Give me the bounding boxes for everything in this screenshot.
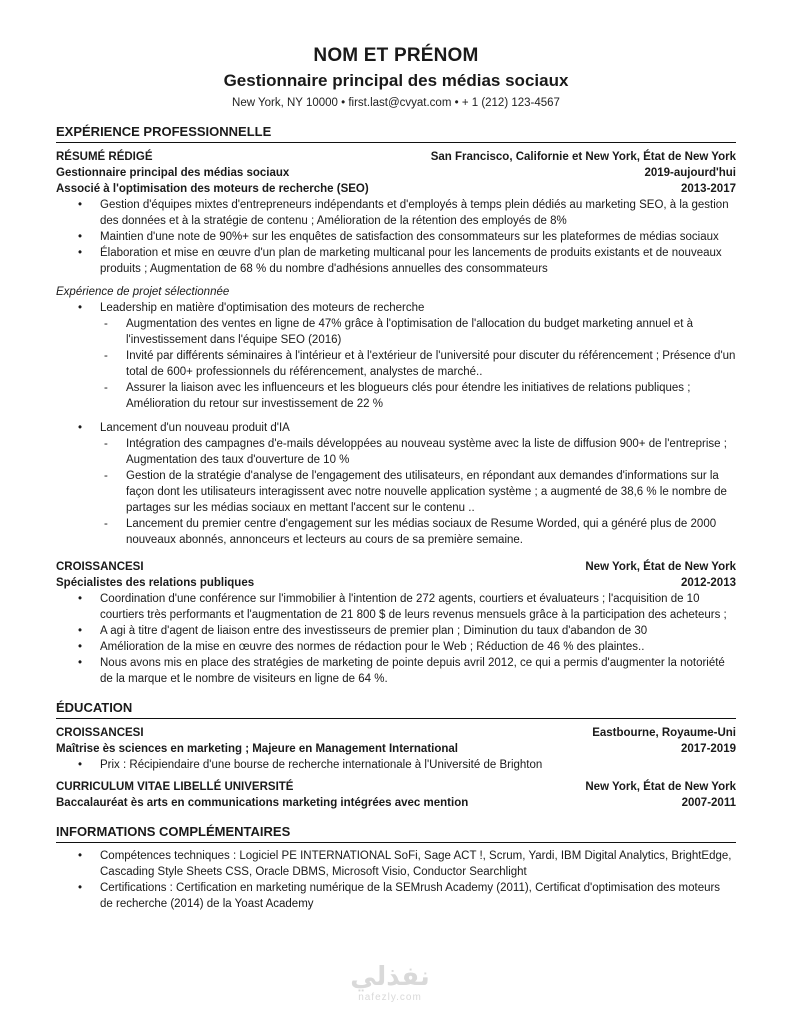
- list-item: • Prix : Récipiendaire d'une bourse de recherche internationale à l'Université de Brighton: [78, 757, 736, 773]
- project-item: [78, 420, 736, 548]
- bullet-list: [78, 591, 736, 687]
- degree-row: [56, 795, 736, 811]
- list-item: - Assurer la liaison avec les influenceurs et les blogueurs clés pour étendre les initiatives de relations publiques ; Amélioration du retour sur investissement de 22 %: [102, 380, 736, 412]
- role-dates: 2012-2013: [681, 577, 736, 589]
- role-title: Gestionnaire principal des médias sociaux: [56, 167, 290, 179]
- watermark-logo: [330, 962, 450, 1004]
- list-item: • Amélioration de la mise en œuvre des normes de rédaction pour le Web ; Réduction de 46 % des plaintes..: [78, 639, 736, 655]
- company-name: RÉSUMÉ RÉDIGÉ: [56, 151, 153, 163]
- role-row: [56, 575, 736, 591]
- degree-title: Maîtrise ès sciences en marketing ; Majeure en Management International: [56, 743, 458, 755]
- dash-list: [102, 436, 736, 548]
- contact-line: New York, NY 10000 • first.last@cvyat.com • + 1 (212) 123-4567: [232, 97, 560, 109]
- project-title: Leadership en matière d'optimisation des moteurs de recherche: [100, 302, 425, 314]
- bullet-list: [78, 757, 736, 773]
- list-item: • Certifications : Certification en marketing numérique de la SEMrush Academy (2011), Certificat d'optimisation des moteurs de recherche (2014) de la Yoast Academy: [78, 880, 736, 912]
- role-title: Associé à l'optimisation des moteurs de recherche (SEO): [56, 183, 369, 195]
- degree-dates: 2017-2019: [681, 743, 736, 755]
- job-location: New York, État de New York: [585, 561, 736, 573]
- school-header: [56, 725, 736, 741]
- job-title: Gestionnaire principal des médias sociaux: [223, 71, 569, 90]
- list-item: • Élaboration et mise en œuvre d'un plan de marketing multicanal pour les lancements de produits existants et de nouveaux produits ; Augmentation de 68 % du nombre d'adhésions annuelles des consommateurs: [78, 245, 736, 277]
- watermark-arabic: نفذلي: [350, 962, 430, 992]
- list-item: • A agi à titre d'agent de liaison entre des investisseurs de premier plan ; Diminution du taux d'abandon de 30: [78, 623, 736, 639]
- role-dates: 2019-aujourd'hui: [644, 167, 736, 179]
- role-dates: 2013-2017: [681, 183, 736, 195]
- list-item: • Compétences techniques : Logiciel PE INTERNATIONAL SoFi, Sage ACT !, Scrum, Yardi, IBM Digital Analytics, BrightEdge, Cascading Style Sheets CSS, Oracle DBMS, Microsoft Visio, Conductor Searchlight: [78, 848, 736, 880]
- project-title: Lancement d'un nouveau produit d'IA: [100, 422, 290, 434]
- job-header: [56, 559, 736, 575]
- list-item: • Coordination d'une conférence sur l'immobilier à l'intention de 272 agents, courtiers et évaluateurs ; l'acquisition de 10 courtiers très performants et l'augmentation de 21 800 $ de leurs revenus mensuels grâce à la participation des acheteurs ;: [78, 591, 736, 623]
- role-title: Spécialistes des relations publiques: [56, 577, 255, 589]
- degree-row: [56, 741, 736, 757]
- school-name: CROISSANCESI: [56, 727, 144, 739]
- school-name: CURRICULUM VITAE LIBELLÉ UNIVERSITÉ: [56, 781, 294, 793]
- section-heading-experience: EXPÉRIENCE PROFESSIONNELLE: [56, 123, 736, 143]
- projects-label: Expérience de projet sélectionnée: [56, 286, 230, 298]
- school-location: Eastbourne, Royaume-Uni: [592, 727, 736, 739]
- bullet-list: [78, 197, 736, 277]
- list-item: • Gestion d'équipes mixtes d'entrepreneurs indépendants et d'employés à temps plein dédiés au marketing SEO, à la gestion des données et à la stratégie de contenu ; Amélioration de la rétention des employés de 8%: [78, 197, 736, 229]
- school-header: [56, 779, 736, 795]
- candidate-name: NOM ET PRÉNOM: [313, 45, 479, 66]
- resume-page: [56, 44, 736, 912]
- list-item: - Invité par différents séminaires à l'intérieur et à l'extérieur de l'université pour discuter du référencement ; Présence d'un total de 600+ professionnels du référencement, analystes de marché..: [102, 348, 736, 380]
- school-location: New York, État de New York: [585, 781, 736, 793]
- list-item: - Lancement du premier centre d'engagement sur les médias sociaux de Resume Worded, qui a généré plus de 2000 nouveaux abonnés, annonceurs et lecteurs au cours de sa première semaine.: [102, 516, 736, 548]
- project-item: [78, 300, 736, 420]
- role-row: [56, 165, 736, 181]
- job-location: San Francisco, Californie et New York, État de New York: [430, 151, 736, 163]
- section-heading-education: ÉDUCATION: [56, 699, 736, 719]
- list-item: - Gestion de la stratégie d'analyse de l'engagement des utilisateurs, en répondant aux demandes d'informations sur la façon dont les utilisateurs interagissent avec notre nouvelle application système ; a augmenté de 38,6 % le nombre de partages sur les médias sociaux en mettant l'accent sur le contenu ..: [102, 468, 736, 516]
- list-item: - Augmentation des ventes en ligne de 47% grâce à l'optimisation de l'allocation du budget marketing annuel et à l'investissement dans l'équipe SEO (2016): [102, 316, 736, 348]
- list-item: • Nous avons mis en place des stratégies de marketing de pointe depuis avril 2012, ce qui a permis d'augmenter la notoriété de la marque et le nombre de visiteurs en ligne de 64 %.: [78, 655, 736, 687]
- company-name: CROISSANCESI: [56, 561, 144, 573]
- degree-dates: 2007-2011: [681, 797, 736, 809]
- job-header: [56, 149, 736, 165]
- bullet-list: [78, 848, 736, 912]
- project-list: [78, 300, 736, 548]
- watermark-latin: nafezly.com: [358, 992, 422, 1003]
- spacer: [100, 412, 736, 420]
- list-item: • Maintien d'une note de 90%+ sur les enquêtes de satisfaction des consommateurs sur les plateformes de médias sociaux: [78, 229, 736, 245]
- section-heading-additional: INFORMATIONS COMPLÉMENTAIRES: [56, 823, 736, 843]
- role-row: [56, 181, 736, 197]
- list-item: - Intégration des campagnes d'e-mails développées au nouveau système avec la liste de diffusion 900+ de l'entreprise ; Augmentation des taux d'ouverture de 10 %: [102, 436, 736, 468]
- degree-title: Baccalauréat ès arts en communications marketing intégrées avec mention: [56, 797, 469, 809]
- dash-list: [102, 316, 736, 412]
